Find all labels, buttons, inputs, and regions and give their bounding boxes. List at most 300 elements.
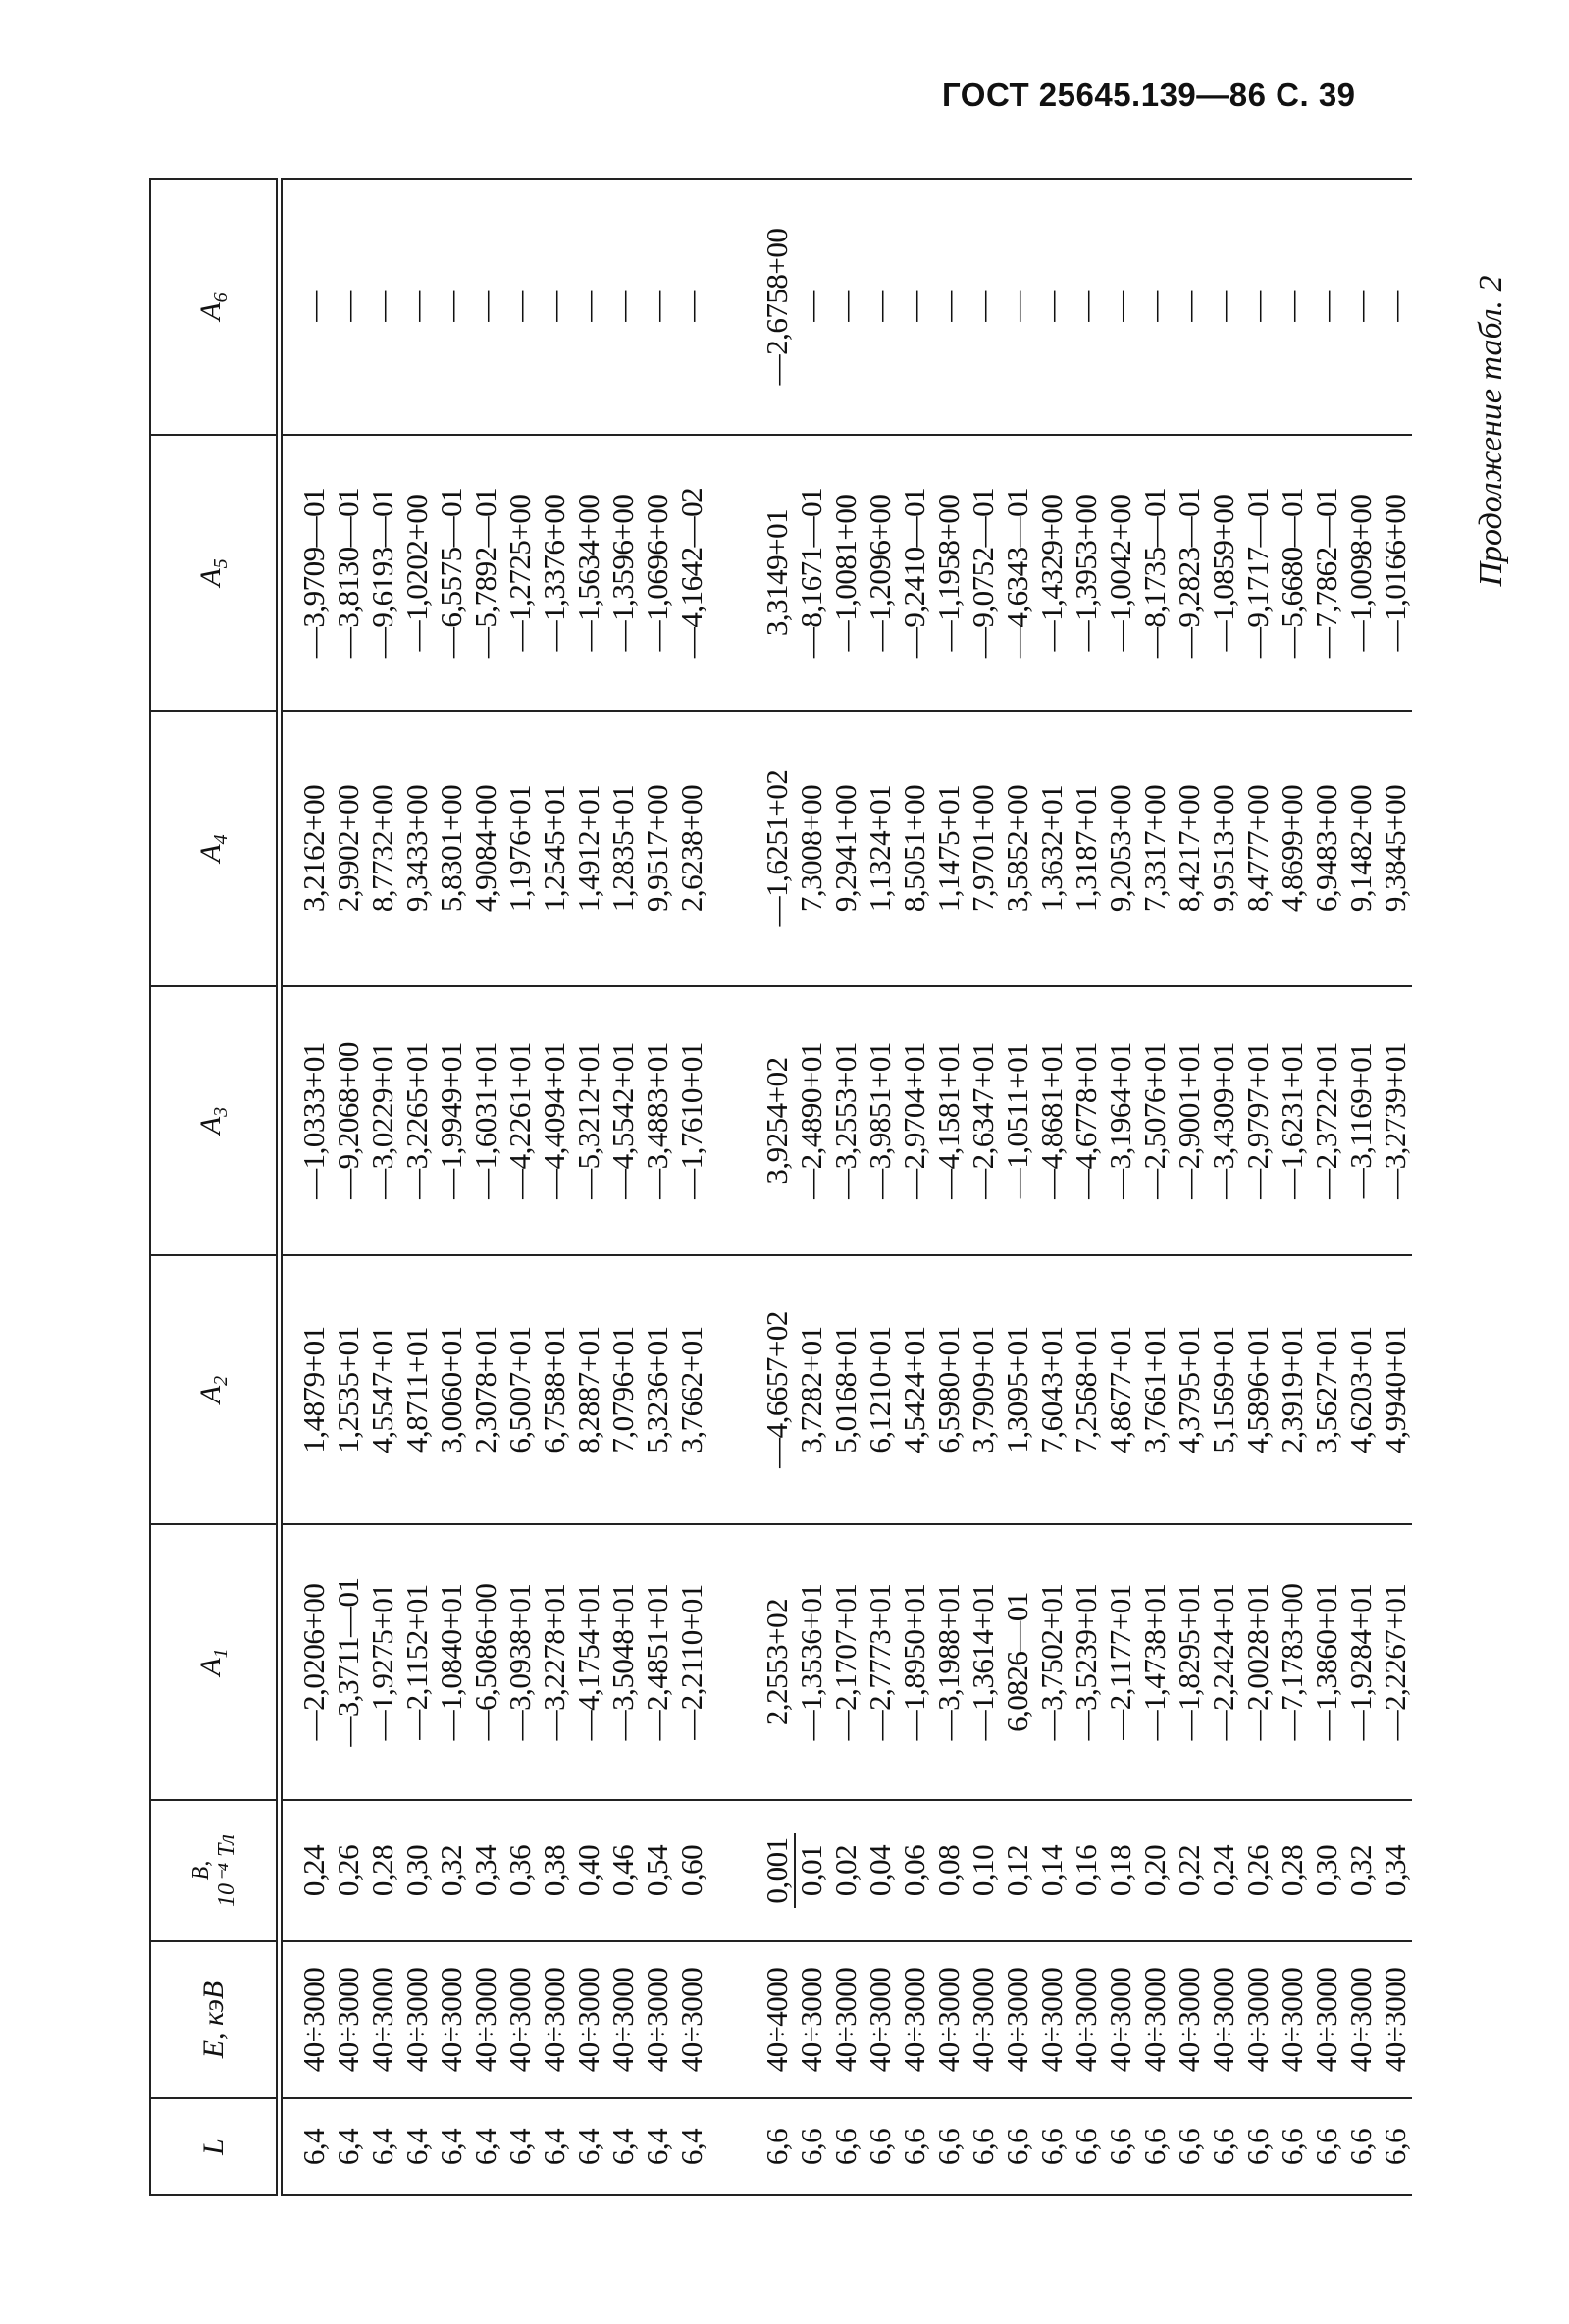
cell-e [1103,1941,1137,2098]
cell-value: — [502,291,537,322]
cell-value: —1,3376+00 [537,494,571,652]
cell-e [931,1941,966,2098]
cell-value: —7,7862—01 [1309,487,1343,659]
table-row [280,179,332,2195]
cell-l [863,2098,897,2195]
cell-b [365,1800,399,1941]
cell-e [1137,1941,1172,2098]
cell-a3 [1343,986,1378,1255]
cell-value: 1,2835+01 [605,784,640,913]
cell-value: 6,7588+01 [537,1326,571,1453]
header-row [150,179,280,2195]
cell-value: 3,7662+01 [674,1326,708,1453]
cell-value: 0,18 [1103,1844,1137,1897]
cell-l [280,2098,332,2195]
cell-b [434,1800,468,1941]
cell-a6 [399,179,434,435]
cell-a5 [605,435,640,711]
cell-a3 [1172,986,1206,1255]
cell-value: —4,1754+01 [571,1583,605,1741]
cell-value: 1,1324+01 [863,784,897,913]
cell-value: —4,8681+01 [1034,1042,1069,1199]
cell-value: 0,28 [1275,1844,1309,1897]
cell-value: —2,1707+01 [828,1583,863,1741]
spacer-cell [708,2098,759,2195]
cell-a6 [1172,179,1206,435]
cell-value: 6,4 [434,2128,468,2166]
cell-value: 4,9940+01 [1378,1326,1412,1453]
cell-value: — [468,291,502,322]
cell-value: 40÷3000 [434,1967,468,2073]
cell-value: —7,1783+00 [1275,1583,1309,1741]
cell-a2 [828,1255,863,1524]
cell-value: 6,6 [1103,2128,1137,2166]
cell-a4 [794,711,828,986]
cell-a1 [537,1524,571,1800]
cell-value: —2,3722+01 [1309,1042,1343,1199]
cell-a2 [280,1255,332,1524]
cell-a5 [794,435,828,711]
cell-a6 [966,179,1000,435]
cell-value: —2,4890+01 [794,1042,828,1199]
cell-a4 [331,711,365,986]
cell-value: —2,4851+01 [640,1583,674,1741]
cell-value: 0,40 [571,1844,605,1897]
cell-l [759,2098,794,2195]
cell-l [434,2098,468,2195]
cell-a2 [759,1255,794,1524]
cell-l [1034,2098,1069,2195]
cell-value: —1,2725+00 [502,494,537,652]
cell-a4 [1172,711,1206,986]
cell-a6 [1103,179,1137,435]
cell-value: 40÷3000 [966,1967,1000,2073]
coefficients-table [149,178,1412,2196]
cell-l [1069,2098,1103,2195]
cell-value: —3,1988+01 [931,1583,966,1741]
cell-a4 [365,711,399,986]
cell-a1 [1000,1524,1034,1800]
table-row [1275,179,1309,2195]
cell-value: 8,5051+00 [897,784,931,913]
cell-value: —1,0166+00 [1378,494,1412,652]
cell-l [1309,2098,1343,2195]
cell-value: —1,0202+00 [399,494,434,652]
cell-a6 [1275,179,1309,435]
cell-a2 [1206,1255,1240,1524]
cell-a6 [605,179,640,435]
cell-a1 [759,1524,794,1800]
cell-value: 0,34 [468,1844,502,1897]
cell-value: 6,4 [605,2128,640,2166]
cell-value: 40÷3000 [571,1967,605,2073]
cell-a2 [1240,1255,1275,1524]
cell-value: 40÷3000 [1000,1967,1034,2073]
cell-value: — [1275,291,1309,322]
cell-b [1034,1800,1069,1941]
cell-a5 [1172,435,1206,711]
cell-value: 0,16 [1069,1844,1103,1897]
cell-e [1240,1941,1275,2098]
cell-e [674,1941,708,2098]
cell-value: 6,4 [365,2128,399,2166]
cell-l [828,2098,863,2195]
cell-value: 8,7732+00 [365,784,399,913]
cell-value: —1,1958+00 [931,494,966,652]
cell-b [1240,1800,1275,1941]
cell-a3 [1378,986,1412,1255]
cell-value: 6,6 [828,2128,863,2166]
header-a6-sub: 6 [210,292,232,303]
cell-value: —9,6193—01 [365,487,399,659]
cell-l [331,2098,365,2195]
cell-value: 1,1475+01 [931,784,966,913]
cell-value: — [1000,291,1034,322]
cell-value: —9,2068+00 [331,1042,365,1199]
cell-value: 0,04 [863,1844,897,1897]
cell-value: —2,9704+01 [897,1042,931,1199]
cell-a4 [897,711,931,986]
cell-e [571,1941,605,2098]
cell-b [331,1800,365,1941]
table-row [1137,179,1172,2195]
cell-value: —1,0081+00 [828,494,863,652]
cell-value: —3,0938+01 [502,1583,537,1741]
header-a2-label: A [194,1385,227,1404]
cell-value: — [605,291,640,322]
cell-value: 0,46 [605,1844,640,1897]
cell-a1 [897,1524,931,1800]
cell-a4 [640,711,674,986]
cell-e [280,1941,332,2098]
cell-a2 [1034,1255,1069,1524]
cell-value: 0,26 [331,1844,365,1897]
cell-value: —4,6778+01 [1069,1042,1103,1199]
cell-a5 [828,435,863,711]
cell-a4 [863,711,897,986]
cell-value: 6,5007+01 [502,1326,537,1453]
cell-value: 6,6 [931,2128,966,2166]
cell-l [794,2098,828,2195]
cell-value: 6,4 [571,2128,605,2166]
cell-l [502,2098,537,2195]
cell-a5 [1275,435,1309,711]
cell-b [571,1800,605,1941]
cell-value: 6,6 [1240,2128,1275,2166]
cell-a5 [365,435,399,711]
cell-value: 40÷3000 [794,1967,828,2073]
table-row [502,179,537,2195]
cell-a2 [1103,1255,1137,1524]
cell-b [794,1800,828,1941]
header-e-label: E, кэВ [196,1981,230,2059]
cell-value: 7,9701+00 [966,784,1000,913]
cell-value: 6,4 [502,2128,537,2166]
cell-a5 [863,435,897,711]
cell-a1 [1103,1524,1137,1800]
cell-value: —1,3953+00 [1069,494,1103,652]
cell-value: — [1309,291,1343,322]
cell-value: 0,28 [365,1844,399,1897]
cell-value: —2,2424+01 [1206,1583,1240,1741]
cell-value: —9,0752—01 [966,487,1000,659]
cell-b [1309,1800,1343,1941]
cell-l [537,2098,571,2195]
cell-a2 [1378,1255,1412,1524]
cell-a5 [1069,435,1103,711]
cell-value: —2,6347+01 [966,1042,1000,1199]
cell-a3 [1309,986,1343,1255]
header-a3-sub: 3 [210,1106,232,1117]
header-a1 [150,1524,280,1800]
cell-a6 [1069,179,1103,435]
cell-a1 [966,1524,1000,1800]
cell-a4 [1240,711,1275,986]
cell-value: 6,6 [1137,2128,1172,2166]
cell-a5 [571,435,605,711]
cell-a6 [1309,179,1343,435]
cell-value: 0,36 [502,1844,537,1897]
header-a5 [150,435,280,711]
cell-value: 6,4 [399,2128,434,2166]
spacer-cell [708,1255,759,1524]
cell-value: 0,38 [537,1844,571,1897]
cell-value: 4,5424+01 [897,1326,931,1453]
spacer-cell [708,179,759,435]
cell-value: 6,9483+00 [1309,784,1343,913]
cell-e [331,1941,365,2098]
cell-value: — [897,291,931,322]
cell-a5 [897,435,931,711]
cell-a1 [794,1524,828,1800]
cell-value: 5,0168+01 [828,1326,863,1453]
cell-value: 1,4912+01 [571,784,605,913]
cell-value: 1,1976+01 [502,784,537,913]
cell-value: 9,1482+00 [1343,784,1378,913]
cell-value: 6,6 [1275,2128,1309,2166]
cell-value: 0,001 [759,1833,796,1907]
cell-value: —1,5634+00 [571,494,605,652]
cell-value: 6,6 [1343,2128,1378,2166]
cell-a1 [863,1524,897,1800]
cell-value: —9,2410—01 [897,487,931,659]
table-row [674,179,708,2195]
table-row [1378,179,1412,2195]
cell-value: —5,7892—01 [468,487,502,659]
cell-value: 40÷3000 [537,1967,571,2073]
cell-value: 3,7661+01 [1137,1326,1172,1453]
cell-value: —1,3614+01 [966,1583,1000,1741]
cell-a2 [1275,1255,1309,1524]
cell-value: 40÷3000 [1378,1967,1412,2073]
cell-value: —2,5076+01 [1137,1042,1172,1199]
cell-value: 5,1569+01 [1206,1326,1240,1453]
cell-b [1069,1800,1103,1941]
table-row [966,179,1000,2195]
cell-e [1069,1941,1103,2098]
cell-a4 [1069,711,1103,986]
cell-value: 1,3187+01 [1069,784,1103,913]
cell-value: 8,4777+00 [1240,784,1275,913]
cell-value: —3,2278+01 [537,1583,571,1741]
cell-a5 [1309,435,1343,711]
cell-value: —1,2096+00 [863,494,897,652]
cell-value: —4,1581+01 [931,1042,966,1199]
cell-a3 [571,986,605,1255]
cell-a3 [280,986,332,1255]
cell-a6 [1343,179,1378,435]
cell-a3 [966,986,1000,1255]
cell-b [537,1800,571,1941]
cell-e [1206,1941,1240,2098]
cell-value: — [1103,291,1137,322]
cell-value: 3,5627+01 [1309,1326,1343,1453]
cell-a1 [828,1524,863,1800]
cell-value: —3,2553+01 [828,1042,863,1199]
cell-value: 0,60 [674,1844,708,1897]
cell-value: —1,7610+01 [674,1042,708,1199]
cell-a1 [434,1524,468,1800]
cell-value: 0,20 [1137,1844,1172,1897]
cell-a5 [1034,435,1069,711]
cell-a4 [1034,711,1069,986]
cell-value: 4,3795+01 [1172,1326,1206,1453]
cell-value: —4,6343—01 [1000,487,1034,659]
table-body [280,179,1413,2195]
cell-e [759,1941,794,2098]
cell-value: 0,10 [966,1844,1000,1897]
cell-value: —1,3860+01 [1309,1583,1343,1741]
cell-a4 [502,711,537,986]
table-row [399,179,434,2195]
cell-a1 [1137,1524,1172,1800]
cell-a3 [468,986,502,1255]
spacer-cell [708,711,759,986]
cell-value: —2,6758+00 [759,228,794,386]
cell-value: —2,2110+01 [674,1584,708,1740]
header-a5-sub: 5 [210,558,232,569]
cell-value: 6,6 [966,2128,1000,2166]
cell-a3 [1137,986,1172,1255]
cell-a5 [1343,435,1378,711]
header-a2-sub: 2 [210,1375,232,1386]
cell-value: 9,2941+00 [828,784,863,913]
cell-value: 40÷3000 [331,1967,365,2073]
cell-b [1378,1800,1412,1941]
table-row [537,179,571,2195]
cell-l [931,2098,966,2195]
cell-a4 [966,711,1000,986]
cell-value: —2,7773+01 [863,1583,897,1741]
cell-b [828,1800,863,1941]
cell-value: — [1206,291,1240,322]
cell-e [1378,1941,1412,2098]
cell-value: 6,6 [897,2128,931,2166]
cell-value: 3,3149+01 [759,508,794,637]
cell-e [828,1941,863,2098]
cell-e [365,1941,399,2098]
cell-a4 [468,711,502,986]
table-row [759,179,794,2195]
cell-a3 [828,986,863,1255]
cell-a2 [931,1255,966,1524]
cell-a6 [640,179,674,435]
cell-value: —3,7502+01 [1034,1583,1069,1741]
cell-a6 [1000,179,1034,435]
cell-e [1172,1941,1206,2098]
cell-value: — [296,291,331,322]
cell-value: —8,1735—01 [1137,487,1172,659]
header-a4-label: A [194,844,227,863]
cell-a2 [502,1255,537,1524]
cell-a6 [537,179,571,435]
header-a6-label: A [194,302,227,321]
table-row [1034,179,1069,2195]
cell-a3 [1103,986,1137,1255]
cell-e [434,1941,468,2098]
cell-value: —2,0028+01 [1240,1583,1275,1741]
cell-a5 [434,435,468,711]
cell-value: 6,5980+01 [931,1326,966,1453]
table-row [794,179,828,2195]
cell-e [1309,1941,1343,2098]
cell-value: 40÷3000 [1275,1967,1309,2073]
cell-a1 [365,1524,399,1800]
cell-l [1240,2098,1275,2195]
cell-value: — [640,291,674,322]
cell-a2 [966,1255,1000,1524]
cell-l [1343,2098,1378,2195]
cell-l [1103,2098,1137,2195]
cell-value: —1,0098+00 [1343,494,1378,652]
cell-e [1275,1941,1309,2098]
cell-value: 6,4 [674,2128,708,2166]
cell-a3 [1034,986,1069,1255]
cell-value: 0,12 [1000,1844,1034,1897]
cell-a1 [640,1524,674,1800]
cell-e [399,1941,434,2098]
cell-value: —1,8950+01 [897,1583,931,1741]
cell-a1 [1378,1524,1412,1800]
cell-e [1034,1941,1069,2098]
cell-b [640,1800,674,1941]
cell-value: 4,8699+00 [1275,784,1309,913]
cell-value: 4,8677+01 [1103,1326,1137,1453]
spacer-cell [708,435,759,711]
table-row [828,179,863,2195]
cell-value: 3,7909+01 [966,1326,1000,1453]
cell-value: —4,2261+01 [502,1042,537,1199]
table-row [897,179,931,2195]
cell-a5 [674,435,708,711]
cell-value: — [828,291,863,322]
cell-value: — [365,291,399,322]
cell-value: 40÷3000 [468,1967,502,2073]
cell-value: 5,3236+01 [640,1326,674,1453]
cell-a6 [280,179,332,435]
cell-l [571,2098,605,2195]
cell-value: 4,9084+00 [468,784,502,913]
cell-value: 40÷3000 [897,1967,931,2073]
table-row [605,179,640,2195]
cell-value: — [434,291,468,322]
cell-value: 40÷3000 [863,1967,897,2073]
table-row [1240,179,1275,2195]
cell-a6 [502,179,537,435]
cell-a1 [1240,1524,1275,1800]
cell-value: 6,6 [1172,2128,1206,2166]
cell-value: 2,3919+01 [1275,1326,1309,1453]
